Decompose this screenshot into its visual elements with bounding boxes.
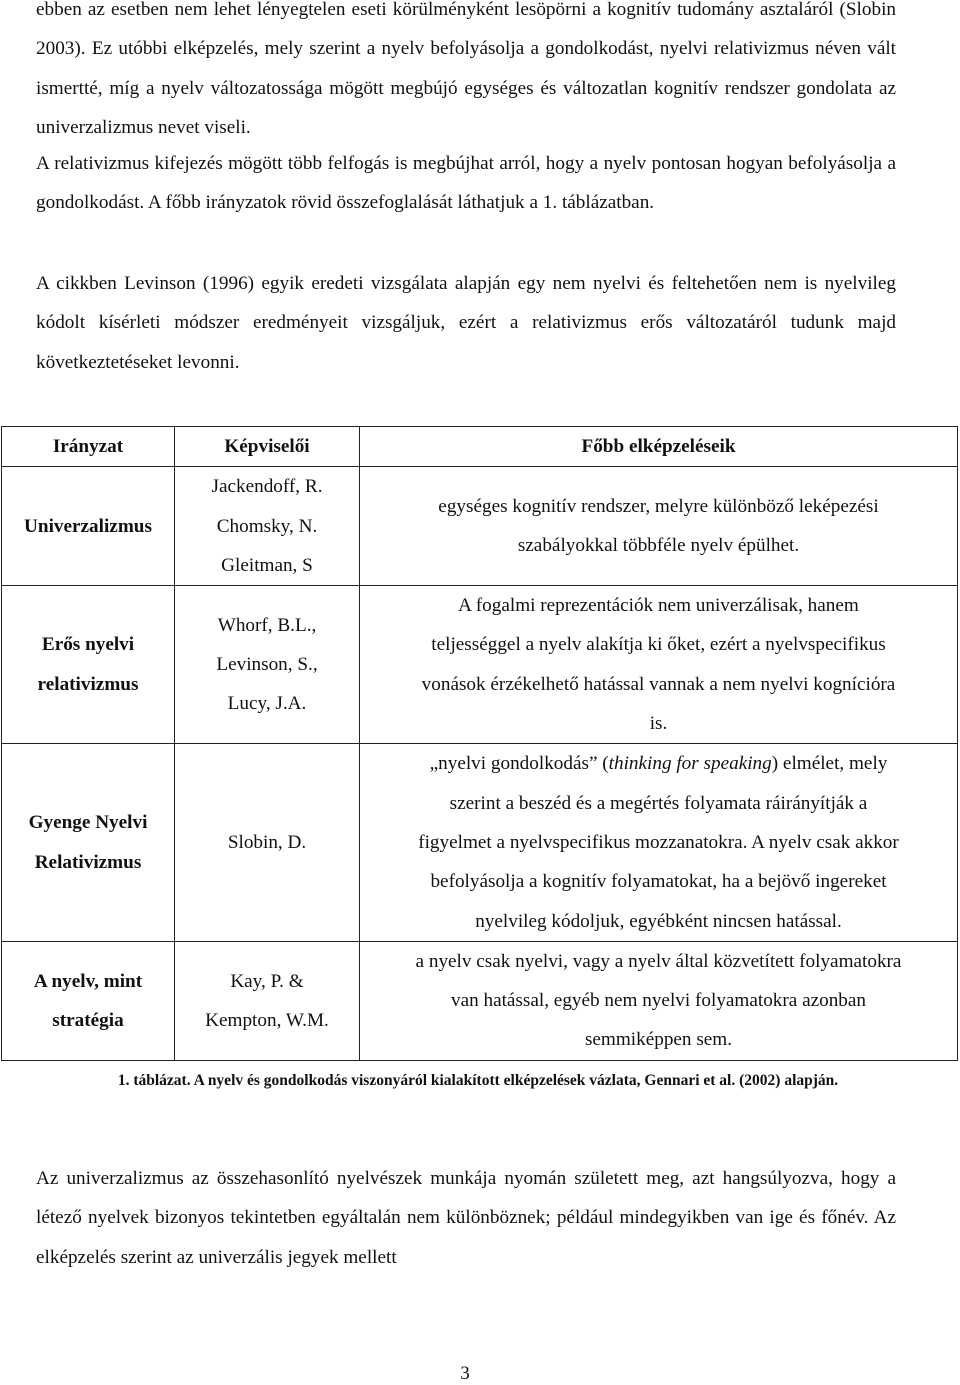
ideas-text: ) elmélet, mely xyxy=(771,753,888,775)
table-row xyxy=(2,744,958,941)
representative-line: Chomsky, N. xyxy=(216,515,318,537)
header-direction: Irányzat xyxy=(2,427,175,467)
ideas-line: egységes kognitív rendszer, melyre különböző leképezési xyxy=(438,495,879,517)
representatives-cell xyxy=(175,941,360,1060)
table-row xyxy=(2,467,958,586)
representative-line: Slobin, D. xyxy=(227,831,307,853)
representative-line: Kempton, W.M. xyxy=(205,1009,329,1031)
ideas-italic-term: thinking for speaking xyxy=(608,753,772,775)
direction-line: Relativizmus xyxy=(34,851,142,873)
ideas-line: a nyelv csak nyelvi, vagy a nyelv által közvetített folyamatokra xyxy=(415,950,902,972)
approaches-table xyxy=(1,426,958,1061)
direction-line: A nyelv, mint xyxy=(33,970,143,992)
ideas-line xyxy=(366,744,951,783)
header-ideas: Főbb elképzeléseik xyxy=(360,427,958,467)
ideas-line: van hatással, egyéb nem nyelvi folyamatokra azonban xyxy=(450,990,867,1012)
direction-cell xyxy=(2,586,175,744)
header-representatives: Képviselői xyxy=(175,427,360,467)
representative-line: Jackendoff, R. xyxy=(211,476,323,498)
representatives-cell xyxy=(175,744,360,941)
ideas-cell xyxy=(360,744,958,941)
ideas-cell xyxy=(360,467,958,586)
page-number: 3 xyxy=(460,1363,470,1384)
paragraph-3: A cikkben Levinson (1996) egyik eredeti vizsgálata alapján egy nem nyelvi és feltehetően nem is nyelvileg kódolt kísérleti módszer eredményeit vizsgáljuk, ezért a relativizmus erős változatáról tudunk majd következtetéseket levonni. xyxy=(36,273,896,373)
representative-line: Lucy, J.A. xyxy=(227,693,307,715)
ideas-line: szabályokkal többféle nyelv épülhet. xyxy=(517,535,800,557)
ideas-cell xyxy=(360,941,958,1060)
ideas-line: figyelmet a nyelvspecifikus mozzanatokra. A nyelv csak akkor xyxy=(418,831,899,853)
direction-line: stratégia xyxy=(52,1009,124,1031)
direction-cell xyxy=(2,467,175,586)
ideas-line: is. xyxy=(649,713,668,735)
representative-line: Levinson, S., xyxy=(216,654,318,676)
direction-line: Erős nyelvi xyxy=(41,634,135,656)
paragraph-1: ebben az esetben nem lehet lényegtelen eseti körülményként lesöpörni a kognitív tudomány asztaláról (Slobin 2003). Ez utóbbi elképzelés, mely szerint a nyelv befolyásolja a gondolkodást, nyelvi relativizmus néven vált ismertté, míg a nyelv változatossága mögött megbújó egységes és változatlan kognitív rendszer gondolata az univerzalizmus nevet viseli. xyxy=(36,0,896,138)
table-row xyxy=(2,586,958,744)
ideas-text: „nyelvi gondolkodás” ( xyxy=(429,753,609,775)
ideas-line: A fogalmi reprezentációk nem univerzálisak, hanem xyxy=(458,595,859,617)
direction-line: Univerzalizmus xyxy=(24,515,152,537)
ideas-line: befolyásolja a kognitív folyamatokat, ha a bejövő ingereket xyxy=(430,871,887,893)
paragraph-4: Az univerzalizmus az összehasonlító nyelvészek munkája nyomán született meg, azt hangsúlyozva, hogy a létező nyelvek bizonyos tekintetben egyáltalán nem különböznek; például mindegyikben van ige és főnév. Az elképzelés szerint az univerzális jegyek mellett xyxy=(36,1168,896,1268)
direction-line: relativizmus xyxy=(37,673,139,695)
ideas-line: semmiképpen sem. xyxy=(584,1029,733,1051)
ideas-cell xyxy=(360,586,958,744)
ideas-line: teljességgel a nyelv alakítja ki őket, ezért a nyelvspecifikus xyxy=(431,634,886,656)
table-header-row xyxy=(2,427,958,467)
table-row xyxy=(2,941,958,1060)
representative-line: Gleitman, S xyxy=(221,554,313,576)
representative-line: Whorf, B.L., xyxy=(217,614,317,636)
paragraph-2: A relativizmus kifejezés mögött több felfogás is megbújhat arról, hogy a nyelv pontosan hogyan befolyásolja a gondolkodást. A főbb irányzatok rövid összefoglalását láthatjuk a 1. táblázatban. xyxy=(36,153,896,214)
ideas-line: vonások érzékelhető hatással vannak a nem nyelvi kogníciόra xyxy=(421,673,896,695)
direction-cell xyxy=(2,941,175,1060)
representatives-cell xyxy=(175,467,360,586)
ideas-line: szerint a beszéd és a megértés folyamata ráirányítják a xyxy=(449,792,868,814)
table-caption: 1. táblázat. A nyelv és gondolkodás viszonyáról kialakított elképzelések vázlata, Gennari et al. (2002) alapján. xyxy=(117,1072,839,1089)
representative-line: Kay, P. & xyxy=(230,970,304,992)
representatives-cell xyxy=(175,586,360,744)
direction-line: Gyenge Nyelvi xyxy=(28,812,148,834)
direction-cell xyxy=(2,744,175,941)
ideas-line: nyelvileg kódoljuk, egyébként nincsen hatással. xyxy=(475,910,842,932)
